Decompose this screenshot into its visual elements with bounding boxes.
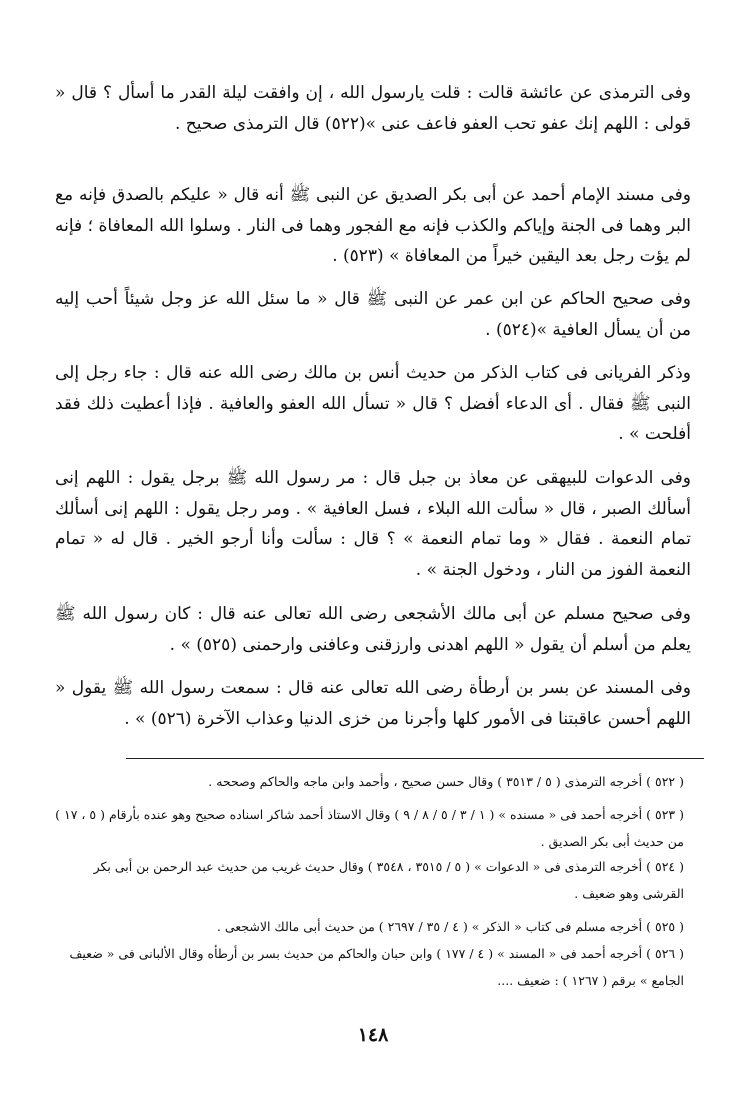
paragraph-tirmidhi-aisha: وفى الترمذى عن عائشة قالت : قلت يارسول الله ، إن وافقت ليلة القدر ما أسأل ؟ قال « قولى : اللهم إنك عفو تحب العفو فاعف عنى »(٥٢٢) قال الترمذى صحيح . — [55, 83, 691, 134]
paragraph-sahih-hakim: وفى صحيح الحاكم عن ابن عمر عن النبى ﷺ قال « ما سئل الله عز وجل شيئاً أحب إليه من أن يسأل العافية »(٥٢٤) . — [55, 289, 691, 340]
page-number: ١٤٨ — [357, 1024, 389, 1046]
paragraph-firyabi: وذكر الفريانى فى كتاب الذكر من حديث أنس بن مالك رضى الله عنه قال : جاء رجل إلى النبى ﷺ فقال . أى الدعاء أفضل ؟ قال « تسأل الله العفو والعافية . فإذا أعطيت ذلك فقد أفلحت » . — [55, 363, 691, 444]
paragraph-sahih-muslim: وفى صحيح مسلم عن أبى مالك الأشجعى رضى الله تعالى عنه قال : كان رسول الله ﷺ يعلم من أسلم أن يقول « اللهم اهدنى وارزقنى وعافنى وارحمنى (٥٢٥) » . — [55, 604, 691, 655]
footnote-525: ( ٥٢٥ ) أخرجه مسلم فى كتاب « الذكر » ( ٤ / ٣٥ / ٢٦٩٧ ) من حديث أبى مالك الاشجعى . — [216, 919, 684, 934]
footnote-523: ( ٥٢٣ ) أخرجه أحمد فى « مسنده » ( ١ / ٣ / ٥ / ٨ / ٩ ) وقال الاستاذ أحمد شاكر اسناده صحيح وهو عنده بأرقام ( ٥ ، ١٧ ) من حديث أبى بكر الصديق . — [55, 807, 684, 849]
paragraph-bayhaqi: وفى الدعوات للبيهقى عن معاذ بن جبل قال : مر رسول الله ﷺ برجل يقول : اللهم إنى أسألك الصبر ، قال « سألت الله البلاء ، فسل العافية » . ومر رجل يقول : اللهم إنى أسألك تمام النعمة . فقال « وما تمام النعمة » ؟ قال : سألت وأنا أرجو الخير . قال له « تمام النعمة الفوز من النار ، ودخول الجنة » . — [55, 468, 691, 580]
footnote-divider — [126, 758, 704, 759]
footnote-522: ( ٥٢٢ ) أخرجه الترمذى ( ٥ / ٣٥١٣ ) وقال حسن صحيح ، وأحمد وابن ماجه والحاكم وصححه . — [208, 774, 684, 789]
paragraph-musnad-ahmad: وفى مسند الإمام أحمد عن أبى بكر الصديق عن النبى ﷺ أنه قال « عليكم بالصدق فإنه مع البر وهما فى الجنة وإياكم والكذب فإنه مع الفجور وهما فى النار . وسلوا الله المعافاة ؛ فإنه لم يؤت رجل بعد اليقين خيراً من المعافاة » (٥٢٣) . — [55, 185, 691, 266]
paragraph-musnad-busr: وفى المسند عن بسر بن أرطأة رضى الله تعالى عنه قال : سمعت رسول الله ﷺ يقول « اللهم أحسن عاقبتنا فى الأمور كلها وأجرنا من خزى الدنيا وعذاب الآخرة (٥٢٦) » . — [55, 678, 691, 729]
footnote-526: ( ٥٢٦ ) أخرجه أحمد فى « المسند » ( ٤ / ١٧٧ ) وابن حبان والحاكم من حديث بسر بن أرطأه وقال الألبانى فى « ضعيف الجامع » برقم ( ١٢٦٧ ) : ضعيف .... — [69, 946, 684, 988]
footnote-524: ( ٥٢٤ ) أخرجه الترمذى فى « الدعوات » ( ٥ / ٣٥١٥ ، ٣٥٤٨ ) وقال حديث غريب من حديث عبد الرحمن بن أبى بكر القرشى وهو ضعيف . — [93, 859, 684, 901]
